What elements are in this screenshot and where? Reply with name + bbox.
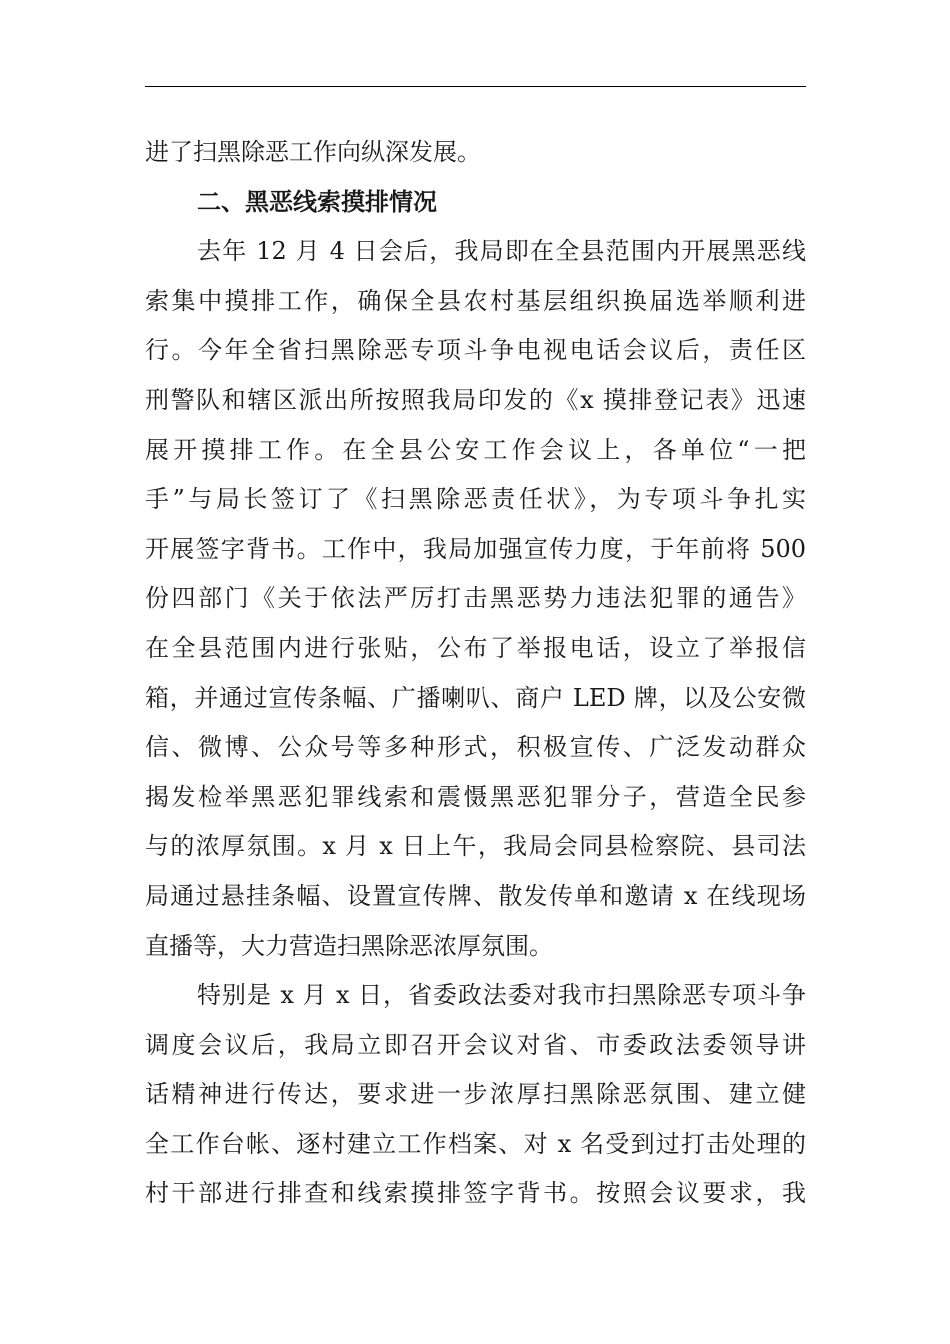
text-line: 在全县范围内进行张贴，公布了举报电话，设立了举报信 — [145, 633, 806, 662]
text-line: 行。今年全省扫黑除恶专项斗争电视电话会议后，责任区 — [145, 336, 806, 365]
text-line: 箱，并通过宣传条幅、广播喇叭、商户 LED 牌，以及公安微 — [145, 683, 806, 712]
paragraph-first-line: 去年 12 月 4 日会后，我局即在全县范围内开展黑恶线 — [197, 237, 806, 266]
text-line: 揭发检举黑恶犯罪线索和震慑黑恶犯罪分子，营造全民参 — [145, 782, 806, 811]
text-line: 话精神进行传达，要求进一步浓厚扫黑除恶氛围、建立健 — [145, 1080, 806, 1109]
text-line: 进了扫黑除恶工作向纵深发展。 — [145, 138, 481, 166]
section-heading: 二、黑恶线索摸排情况 — [197, 187, 437, 216]
text-line: 索集中摸排工作，确保全县农村基层组织换届选举顺利进 — [145, 286, 806, 315]
header-rule — [145, 86, 806, 87]
paragraph-last-line: 直播等，大力营造扫黑除恶浓厚氛围。 — [145, 931, 553, 960]
text-line: 与的浓厚氛围。x 月 x 日上午，我局会同县检察院、县司法 — [145, 832, 806, 861]
text-line: 调度会议后，我局立即召开会议对省、市委政法委领导讲 — [145, 1030, 806, 1059]
text-line: 手”与局长签订了《扫黑除恶责任状》，为专项斗争扎实 — [145, 485, 806, 514]
text-line: 全工作台帐、逐村建立工作档案、对 x 名受到过打击处理的 — [145, 1129, 806, 1158]
text-line: 信、微博、公众号等多种形式，积极宣传、广泛发动群众 — [145, 733, 806, 762]
text-line: 局通过悬挂条幅、设置宣传牌、散发传单和邀请 x 在线现场 — [145, 881, 806, 910]
document-body — [145, 128, 806, 1219]
text-line: 展开摸排工作。在全县公安工作会议上，各单位“一把 — [145, 435, 806, 464]
text-line: 开展签字背书。工作中，我局加强宣传力度，于年前将 500 — [145, 534, 806, 563]
paragraph-first-line: 特别是 x 月 x 日，省委政法委对我市扫黑除恶专项斗争 — [197, 981, 806, 1010]
text-line: 刑警队和辖区派出所按照我局印发的《x 摸排登记表》迅速 — [145, 385, 806, 414]
text-line: 份四部门《关于依法严厉打击黑恶势力违法犯罪的通告》 — [145, 584, 806, 613]
text-line: 村干部进行排查和线索摸排签字背书。按照会议要求，我 — [145, 1179, 806, 1208]
